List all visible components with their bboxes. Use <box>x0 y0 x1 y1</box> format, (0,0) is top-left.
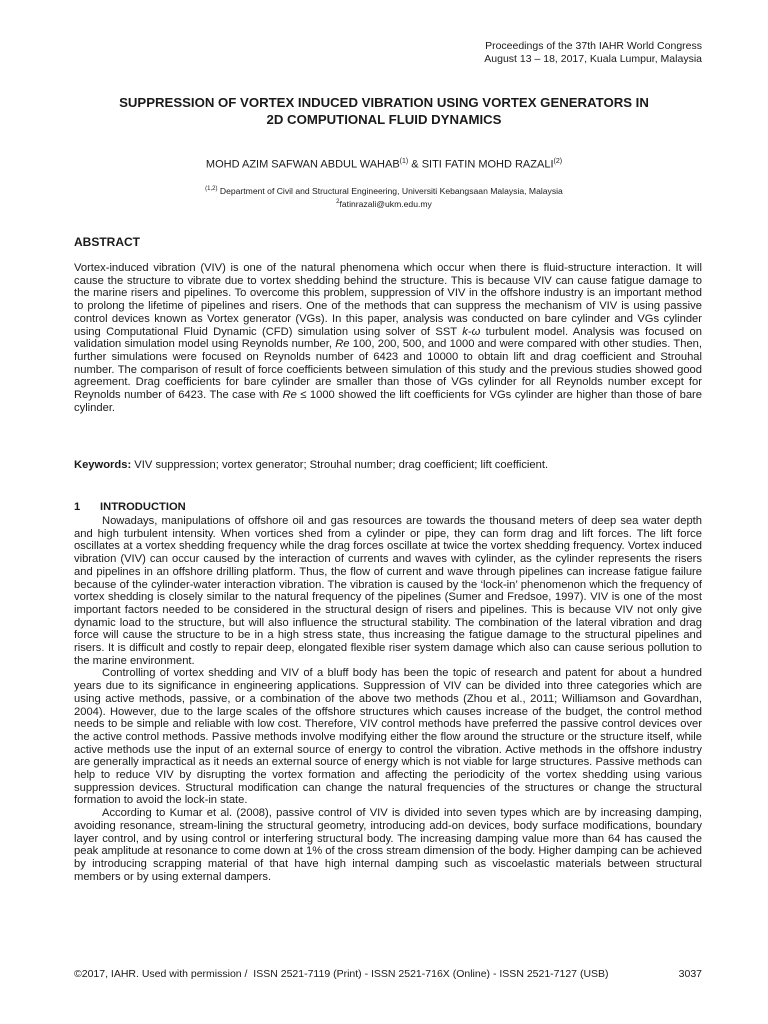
title-line-1: SUPPRESSION OF VORTEX INDUCED VIBRATION USING VORTEX GENERATORS IN <box>119 95 649 110</box>
author-email[interactable]: fatinrazali@ukm.edu.my <box>339 198 432 209</box>
author-list <box>40 155 728 172</box>
intro-paragraph-1: Nowadays, manipulations of offshore oil and gas resources are towards the thousand meters of deep sea water depth and high turbulent intensity. When vortices shed from a cylinder or pipe, they can form drag and lift forces. The lift force oscillates at a vortex shedding frequency while the drag forces oscillate at twice the vortex shedding frequency. Vortex induced vibration (VIV) can occur caused by the interaction of currents and waves with cylinder, as the cylinder represents the risers and pipelines in an offshore drilling platform. Thus, the flow of current and wave through pipelines can increase fatigue failure because of the cylinder-water interaction vibration. The vibration is caused by the ‘lock-in’ phenomenon which the frequency of vortex shedding is closely similar to the natural frequency of the pipelines (Sumer and Fredsoe, 1997). VIV is one of the most important factors needed to be considered in the structural design of risers and pipelines. This is because VIV not only give dynamic load to the structure, but will also influence the structural stability. The combination of the lateral vibration and drag force will cause the structure to be in a high stress state, thus increasing the fatigue damage to the structural pipelines and risers. It is difficult and costly to repair deep, elongated flexible riser system damage which also can cause serious pollution to the marine environment. <box>74 515 702 667</box>
title-line-2: 2D COMPUTIONAL FLUID DYNAMICS <box>266 112 502 127</box>
keywords-label: Keywords: <box>74 459 132 471</box>
department: Department of Civil and Structural Engineering, Universiti Kebangsaan Malaysia, Malaysia <box>217 185 563 196</box>
abstract-text-1: Vortex-induced vibration (VIV) is one of the natural phenomena which occur when there is fluid-structure interaction. It will cause the structure to vibrate due to vortex shedding behind the structure. This is because VIV can cause fatigue damage to the marine risers and pipelines. To overcome this problem, suppression of VIV in the offshore industry is an important method to prolong the lifetime of pipelines and risers. One of the methods that can suppress the mechanism of VIV is using passive control devices known as Vortex generator (VGs). In this paper, analysis was conducted on bare cylinder and VGs cylinder using Computational Fluid Dynamic (CFD) simulation using solver of SST <box>74 262 702 338</box>
paper-title <box>40 94 728 128</box>
author-1: MOHD AZIM SAFWAN ABDUL WAHAB <box>205 158 400 171</box>
author-2-affil-mark: (2) <box>553 158 563 165</box>
author-connector: & <box>408 158 422 171</box>
section-heading-introduction <box>74 500 186 514</box>
author-1-affil-mark: (1) <box>399 158 409 165</box>
header-line-1: Proceedings of the 37th IAHR World Congress <box>485 40 702 52</box>
copyright-issn: ©2017, IAHR. Used with permission / ISSN 2521-7119 (Print) - ISSN 2521-716X (Online) - ISSN 2521-7127 (USB) <box>74 968 609 980</box>
abstract-kw-symbol: k-ω <box>462 325 481 338</box>
author-2: SITI FATIN MOHD RAZALI <box>421 158 554 171</box>
intro-paragraph-2: Controlling of vortex shedding and VIV of a bluff body has been the topic of research and patent for about a hundred years due to its significance in engineering applications. Suppression of VIV can be divided into three categories which are using active methods, passive, or a combination of the above two methods (Zhou et al., 2011; Williamson and Govardhan, 2004). However, due to the large scales of the offshore structures which causes increase of the budget, the control method needs to be simple and reliable with low cost. Therefore, VIV control methods have preferred the passive control devices over the active control methods. Passive methods involve modifying either the flow around the structure or the structure itself, while active methods use the input of an external source of energy to control the vibration. Active methods in the offshore industry are generally impractical as it needs an external source of energy which is not viable for large structures. Passive methods can help to reduce VIV by disrupting the vortex formation and affecting the periodicity of the vortex shedding using various suppression devices. Structural modification can change the natural frequencies of the structures or change the structural formation to avoid the lock-in state. <box>74 667 702 807</box>
section-number: 1 <box>74 501 81 513</box>
running-header <box>302 40 702 66</box>
abstract-text-2: turbulent model. Analysis was focused on validation simulation model using Reynolds number, <box>74 325 702 351</box>
affiliation-line <box>40 184 728 197</box>
email-line <box>40 197 728 210</box>
abstract-body <box>74 262 702 414</box>
keywords <box>74 459 702 472</box>
abstract-text-3: 100, 200, 500, and 1000 and were compared with other studies. Then, further simulations were focused on Reynolds number of 6423 and 10000 to obtain lift and drag coefficient and Strouhal number. The comparison of result of force coefficients between simulation of this study and the previous studies showed good agreement. Drag coefficients for bare cylinder are smaller than those of VGs cylinder for all Reynolds number except for Reynolds number of 6423. The case with <box>74 338 702 402</box>
abstract-re-symbol-2: Re <box>282 389 297 402</box>
abstract-text-4: ≤ 1000 showed the lift coefficients for VGs cylinder are higher than those of bare cylinder. <box>74 389 702 414</box>
affiliation-mark: (1,2) <box>205 186 218 192</box>
header-line-2: August 13 – 18, 2017, Kuala Lumpur, Malaysia <box>484 53 702 65</box>
intro-paragraph-3: According to Kumar et al. (2008), passive control of VIV is divided into seven types which are by increasing damping, avoiding resonance, stream-lining the structural geometry, introducing add-on devices, body surface modifications, boundary layer control, and by using control or interfering structural body. The increasing damping value more than 64 has caused the peak amplitude at resonance to come down at 1% of the cross stream dimension of the body. Higher damping can be achieved by introducing scrapping material of that have high internal damping such as viscoelastic materials between structural members or by using external dampers. <box>74 807 702 883</box>
keywords-list: VIV suppression; vortex generator; Strouhal number; drag coefficient; lift coefficient. <box>131 459 549 471</box>
introduction-body <box>74 515 702 883</box>
abstract-heading: ABSTRACT <box>74 235 140 249</box>
affiliation <box>40 184 728 210</box>
email-mark: 2 <box>336 198 340 205</box>
section-title: INTRODUCTION <box>100 501 186 513</box>
page-number: 3037 <box>678 968 702 980</box>
page-footer <box>74 968 702 981</box>
abstract-re-symbol-1: Re <box>335 338 350 351</box>
